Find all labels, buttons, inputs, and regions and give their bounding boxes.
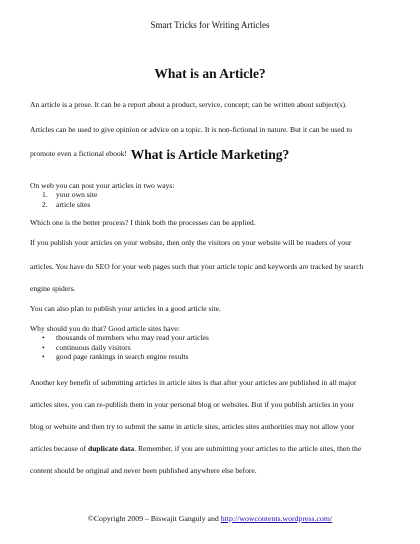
para2-line-5: content should be original and never been published anywhere else before.: [30, 466, 257, 475]
heading-what-is-article: What is an Article?: [154, 66, 266, 81]
duplicate-data-bold: duplicate data: [87, 444, 135, 453]
list-item: 1. your own site: [42, 190, 98, 199]
para1-line-1: If you publish your articles on your website, then only the visitors on your website will be readers of your: [30, 238, 352, 247]
intro-line: On web you can post your articles in two ways:: [30, 181, 175, 190]
ways-list: [42, 190, 97, 209]
section1-line-3: promote even a fictional ebook!: [30, 149, 127, 158]
para1-line-3: engine spiders.: [30, 284, 76, 293]
copyright-text: ©Copyright 2009 – Biswajit Ganguly and: [87, 514, 221, 523]
heading-article-marketing: What is Article Marketing?: [130, 147, 290, 162]
plan-line: You can also plan to publish your articles in a good article site.: [30, 304, 221, 313]
section1-line-1: An article is a prose. It can be a report about a product, service, concept; can be written about subject(s).: [30, 100, 347, 109]
page-header: Smart Tricks for Writing Articles: [150, 20, 270, 30]
para2-line-4: articles because of duplicate data. Remember, if you are submitting your articles to the article sites, then the: [30, 444, 362, 453]
site-link[interactable]: http://wowcontents.wordpress.com/: [220, 514, 333, 523]
para2-line-2: articles sites, you can re-publish them in your personal blog or websites. But if you publish articles in your: [30, 400, 354, 409]
question-line: Which one is the better process? I think both the processes can be applied.: [30, 218, 256, 227]
para2-line-1: Another key benefit of submitting articles in article sites is that after your articles are published in all major: [30, 378, 357, 387]
benefits-list: [42, 333, 209, 362]
list-item: • thousands of members who may read your articles: [42, 333, 209, 342]
list-item: • good page rankings in search engine results: [42, 352, 189, 361]
section1-line-2: Articles can be used to give opinion or advice on a topic. It is non-fictional in nature. But it can be used to: [30, 125, 353, 134]
para1-line-2: articles. You have do SEO for your web pages such that your article topic and keywords are tracked by search: [30, 262, 364, 271]
list-item: 2. article sites: [42, 199, 91, 209]
list-item: • continuous daily visitors: [42, 342, 131, 352]
why-line: Why should you do that? Good article sites have:: [30, 324, 180, 333]
para2-line-3: blog or website and then try to submit the same in article sites, articles sites authorities may not allow your: [30, 422, 355, 431]
page-footer: [0, 514, 420, 523]
